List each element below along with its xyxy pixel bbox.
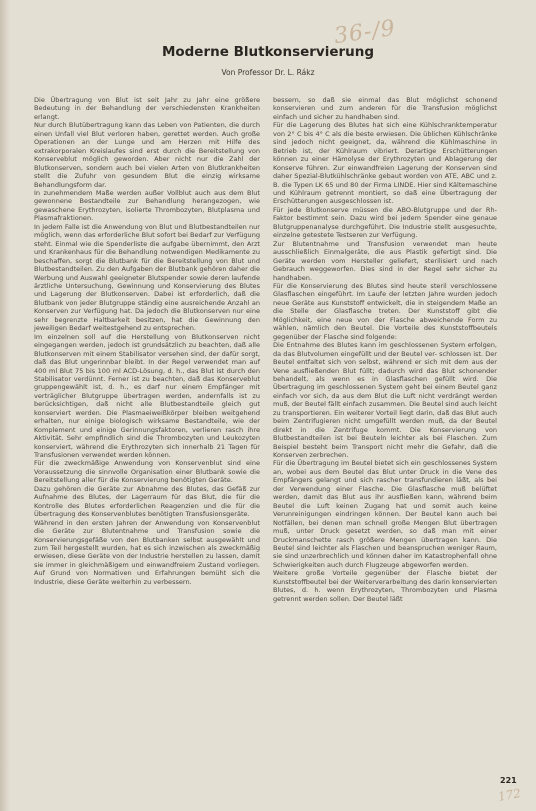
page-number: 221 (500, 776, 517, 785)
paragraph: Während in den ersten Jahren der Anwendung von Konservenblut die Geräte zur Blutentnahme und Transfusion sowie die Konservierungsgefäße von den Blutbanken selbst ausgewählt und zum Teil hergestellt wurden, hat es sich inzwischen als zweckmäßig erwiesen, diese Geräte von der Industrie herstellen zu lassen, damit sie immer in gleichmäßigem und einwandfreiem Zustand vorliegen. Auf Grund von Normativen und Erfahrungen bemüht sich die Industrie, diese Geräte weiterhin zu verbessern. (34, 518, 260, 586)
paragraph: Für die Konservierung des Blutes sind heute steril verschlossene Glasflaschen eingeführt. Im Laufe der letzten Jahre wurden jedoch neue Geräte aus Kunststoff entwickelt, die in steigendem Maße an die Stelle der Glasflasche treten. Der Kunststoff gibt die Möglichkeit, eine neue von der Flasche abweichende Form zu wählen, nämlich den Beutel. Die Vorteile des Kunststoffbeutels gegenüber der Flasche sind folgende: (273, 281, 497, 341)
paragraph: Zur Blutentnahme und Transfusion verwendet man heute ausschließlich Einmalgeräte, die aus Plastik gefertigt sind. Die Geräte werden vom Hersteller geliefert, sterilisiert und nach Gebrauch weggeworfen. Dies sind in der Regel sehr sicher zu handhaben. (273, 239, 497, 282)
right-column (273, 96, 497, 603)
article-author: Von Professor Dr. L. Rákz (221, 68, 315, 77)
archive-stamp: 172 (496, 786, 522, 804)
article-title: Moderne Blutkonservierung (161, 44, 375, 60)
left-column (34, 96, 260, 586)
handwritten-note: 36-/9 (332, 15, 398, 50)
paragraph: In zunehmendem Maße werden außer Vollblut auch aus dem Blut gewonnene Bestandteile zur Behandlung herangezogen, wie gewaschene Erythrozyten, isolierte Thrombozyten, Blutplasma und Plasmafraktionen. (34, 188, 260, 223)
paragraph: Dazu gehören die Geräte zur Abnahme des Blutes, das Gefäß zur Aufnahme des Blutes, der Lagerraum für das Blut, die für die Kontrolle des Blutes erforderlichen Reagenzien und die für die Übertragung des Konservenblutes benötigten Transfusionsgeräte. (34, 484, 260, 519)
paragraph: Für jede Blutkonserve müssen die ABO-Blutgruppe und der Rh-Faktor bestimmt sein. Dazu wird bei jedem Spender eine genaue Blutgruppenanalyse durchgeführt. Die Industrie stellt ausgesuchte, einzelne getestete Testseren zur Verfügung. (273, 205, 497, 240)
paragraph: Für die zweckmäßige Anwendung von Konservenblut sind eine Voraussetzung die sinnvolle Organisation einer Blutbank sowie die Bereitstellung aller für die Konservierung benötigten Geräte. (34, 459, 260, 485)
paragraph: Weitere große Vorteile gegenüber der Flasche bietet der Kunststoffbeutel bei der Weiterverarbeitung des darin konservierten Blutes, d. h. wenn Erythrozyten, Thrombozyten und Plasma getrennt werden sollen. Der Beutel läßt (273, 569, 497, 603)
paragraph: bessern, so daß sie einmal das Blut möglichst schonend konservieren und zum anderen für die Transfusion möglichst einfach und sicher zu handhaben sind. (273, 96, 497, 121)
page-edge-shadow (0, 0, 10, 811)
paragraph: Für die Übertragung im Beutel bietet sich ein geschlossenes System an, wobei aus dem Beutel das Blut unter Druck in die Vene des Empfängers gelangt und sich rascher transfundieren läßt, als bei der Verwendung einer Flasche. Die Glasflasche muß belüftet werden, damit das Blut aus ihr ausfließen kann, während beim Beutel die Luft keinen Zugang hat und somit auch keine Verunreinigungen eindringen können. Der Beutel kann auch bei Notfällen, bei denen man schnell große Mengen Blut übertragen muß, unter Druck gesetzt werden, so daß man mit einer Druckmanschette rasch größere Mengen übertragen kann. Die Beutel sind leichter als Flaschen und beanspruchen weniger Raum, sie sind unzerbrechlich und können daher im Katastrophenfall ohne Schwierigkeiten auch durch Flugzeuge abgeworfen werden. (273, 459, 497, 569)
paragraph: Die Übertragung von Blut ist seit Jahr zu Jahr eine größere Bedeutung in der Behandlung der verschiedensten Krankheiten erlangt. (34, 96, 260, 121)
paragraph: Nur durch Blutübertragung kann das Leben von Patienten, die durch einen Unfall viel Blut verloren haben, gerettet werden. Auch große Operationen an der Lunge und am Herzen mit Hilfe des extrakorporalen Kreislaufes sind erst durch die Bereitstellung von Konserveblut möglich geworden. Aber nicht nur die Zahl der Blutkonserven, sondern auch bei vielen Arten von Blutkrankheiten stellt die Zufuhr von gesundem Blut die einzig wirksame Behandlungsform dar. (34, 121, 260, 189)
paragraph: In jedem Falle ist die Anwendung von Blut und Blutbestandteilen nur möglich, wenn das erforderliche Blut sofort bei Bedarf zur Verfügung steht. Einmal wie die Spenderliste die aufgabe übernimmt, den Arzt und Krankenhaus für die Behandlung notwendigen Medikamente zu beschaffen, sorgt die Blutbank für die Bereitstellung von Blut und Blutbestandteilen. Zu den Aufgaben der Blutbank gehören daher die Werbung und Auswahl geeigneter Blutspender sowie deren laufende ärztliche Untersuchung, Gewinnung und Konservierung des Blutes und Lagerung der Blutkonserven. Dabei ist erforderlich, daß die Blutbank von jeder Blutgruppe ständig eine ausreichende Anzahl an Konserven zur Verfügung hat. Da jedoch die Blutkonserven nur eine sehr begrenzte Haltbarkeit besitzen, hat die Gewinnung den jeweiligen Bedarf weitestgehend zu entsprechen. (34, 222, 260, 333)
paragraph: Für die Lagerung des Blutes hat sich eine Kühlschranktemperatur von 2° C bis 4° C als die beste erwiesen. Die üblichen Kühlschränke sind jedoch nicht geeignet, da, während die Kühlmaschine in Betrieb ist, der Kühlraum vibriert. Derartige Erschütterungen können zu einer Hämolyse der Erythrozyten und Ablagerung der Konserve führen. Zur einwandfreien Lagerung der Konserven sind daher Spezial-Blutkühlschränke gebaut worden von ATE, ABC und z. B. die Typen LK 65 und 80 der Firma LINDE. Hier sind Kältemaschine und Kühlraum getrennt montiert, so daß eine Übertragung der Erschütterungen ausgeschlossen ist. (273, 121, 497, 206)
paragraph: Im einzelnen soll auf die Herstellung von Blutkonserven nicht eingegangen werden, jedoch ist grundsätzlich zu beachten, daß alle Blutkonserven mit einem Stabilisator versehen sind, der dafür sorgt, daß das Blut ungerinnbar bleibt. In der Regel verwendet man auf 400 ml Blut 75 bis 100 ml ACD-Lösung, d. h., das Blut ist durch den Stabilisator verdünnt. Ferner ist zu beachten, daß das Konserveblut gruppengewählt ist, d. h., es darf nur einem Empfänger mit verträglicher Blutgruppe übertragen werden, andernfalls ist zu berücksichtigen, daß nicht alle Blutbestandteile gleich gut konserviert werden. Die Plasmaeiweißkörper bleiben weitgehend erhalten, nur einige biologisch wirksame Bestandteile, wie der Komplement und einige Gerinnungsfaktoren, verlieren rasch ihre Aktivität. Sehr empfindlich sind die Thrombozyten und Leukozyten konserviert, während die Erythrozyten sich innerhalb 21 Tagen für Transfusionen verwendet werden können. (34, 332, 260, 460)
paragraph: Die Entnahme des Blutes kann im geschlossenen System erfolgen, da das Blutvolumen eingefüllt und der Beutel ver- schlossen ist. Der Beutel entfaltet sich von selbst, während er sich mit dem aus der Vene ausfließenden Blut füllt; dadurch wird das Blut schonender behandelt, als wenn es in Glasflaschen gefüllt wird. Die Übertragung im geschlossenen System geht bei einem Beutel ganz einfach vor sich, da aus dem Blut die Luft nicht verdrängt werden muß, der Beutel fällt einfach zusammen. Die Beutel sind auch leicht zu transportieren. Ein weiterer Vorteil liegt darin, daß das Blut auch beim Zentrifugieren nicht umgefüllt werden muß, da der Beutel direkt in die Zentrifuge kommt. Die Konservierung von Blutbestandteilen ist bei Beuteln leichter als bei Flaschen. Zum Beispiel besteht beim Transport nicht mehr die Gefahr, daß die Konserven zerbrechen. (273, 341, 497, 460)
